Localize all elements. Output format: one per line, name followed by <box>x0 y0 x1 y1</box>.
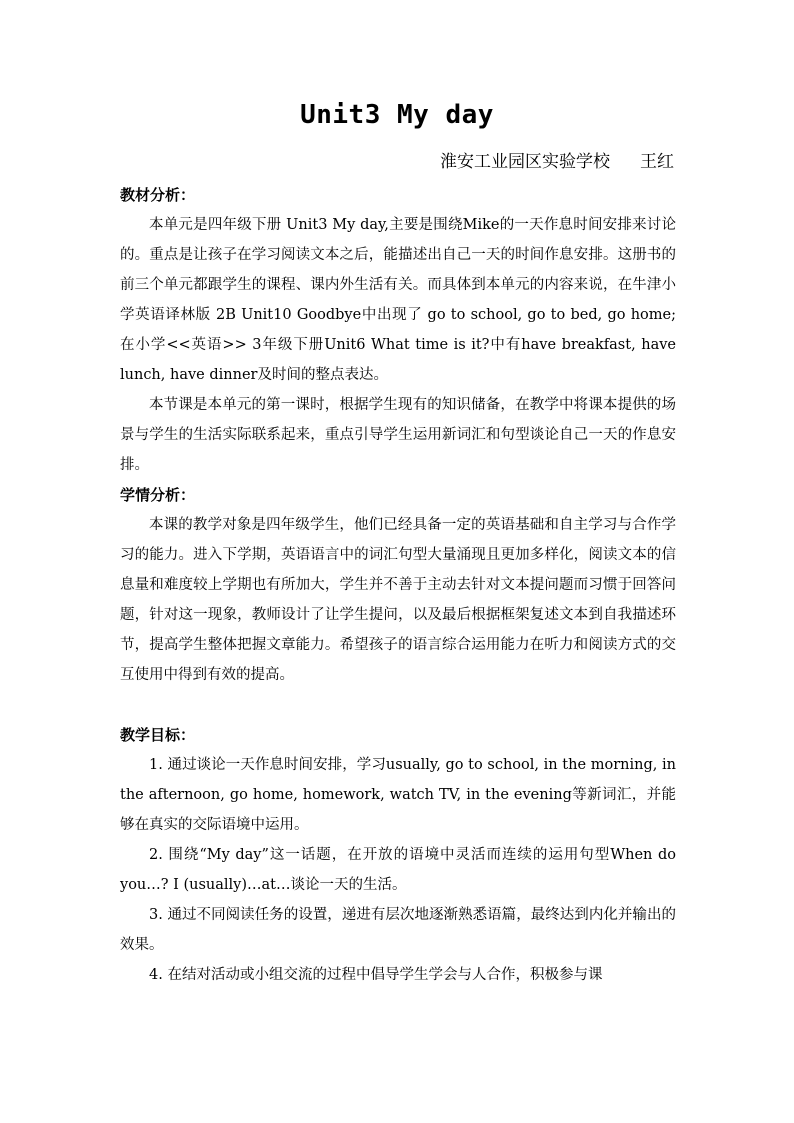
paragraph: 本单元是四年级下册 Unit3 My day,主要是围绕Mike的一天作息时间安排来讨论的。重点是让孩子在学习阅读文本之后，能描述出自己一天的时间作息安排。这册书的前三个单元都跟学生的课程、课内外生活有关。而具体到本单元的内容来说，在牛津小学英语译林版 2B Unit10 Goodbye中出现了 go to school, go to bed, go home;在小学<<英语>> 3年级下册Unit6 What time is it?中有have breakfast, have lunch, have dinner及时间的整点表达。 <box>120 217 676 383</box>
spacer <box>120 690 676 720</box>
goal-item: 3. 通过不同阅读任务的设置，递进有层次地逐渐熟悉语篇，最终达到内化并输出的效果。 <box>120 907 676 953</box>
section-heading-learner-analysis: 学情分析： <box>120 486 196 504</box>
goal-item: 4. 在结对活动或小组交流的过程中倡导学生学会与人合作，积极参与课 <box>149 967 603 983</box>
document-body <box>120 180 676 990</box>
paragraph: 本节课是本单元的第一课时，根据学生现有的知识储备，在教学中将课本提供的场景与学生的生活实际联系起来，重点引导学生运用新词汇和句型谈论自己一天的作息安排。 <box>120 397 676 473</box>
section-heading-teaching-goals: 教学目标： <box>120 726 196 744</box>
document-title: Unit3 My day <box>300 100 494 130</box>
author-name: 王红 <box>640 152 674 172</box>
author-school: 淮安工业园区实验学校 <box>440 152 610 172</box>
paragraph: 本课的教学对象是四年级学生，他们已经具备一定的英语基础和自主学习与合作学习的能力。进入下学期，英语语言中的词汇句型大量涌现且更加多样化，阅读文本的信息量和难度较上学期也有所加大，学生并不善于主动去针对文本提问题而习惯于回答问题，针对这一现象，教师设计了让学生提问，以及最后根据框架复述文本到自我描述环节，提高学生整体把握文章能力。希望孩子的语言综合运用能力在听力和阅读方式的交互使用中得到有效的提高。 <box>120 517 676 683</box>
author-line <box>440 147 674 172</box>
goal-item: 2. 围绕“My day”这一话题，在开放的语境中灵活而连续的运用句型When do you…? I (usually)…at…谈论一天的生活。 <box>120 847 676 893</box>
goal-item: 1. 通过谈论一天作息时间安排，学习usually, go to school, in the morning, in the afternoon, go home, homework, watch TV, in the evening等新词汇，并能够在真实的交际语境中运用。 <box>120 757 676 833</box>
section-heading-textbook-analysis: 教材分析： <box>120 186 196 204</box>
